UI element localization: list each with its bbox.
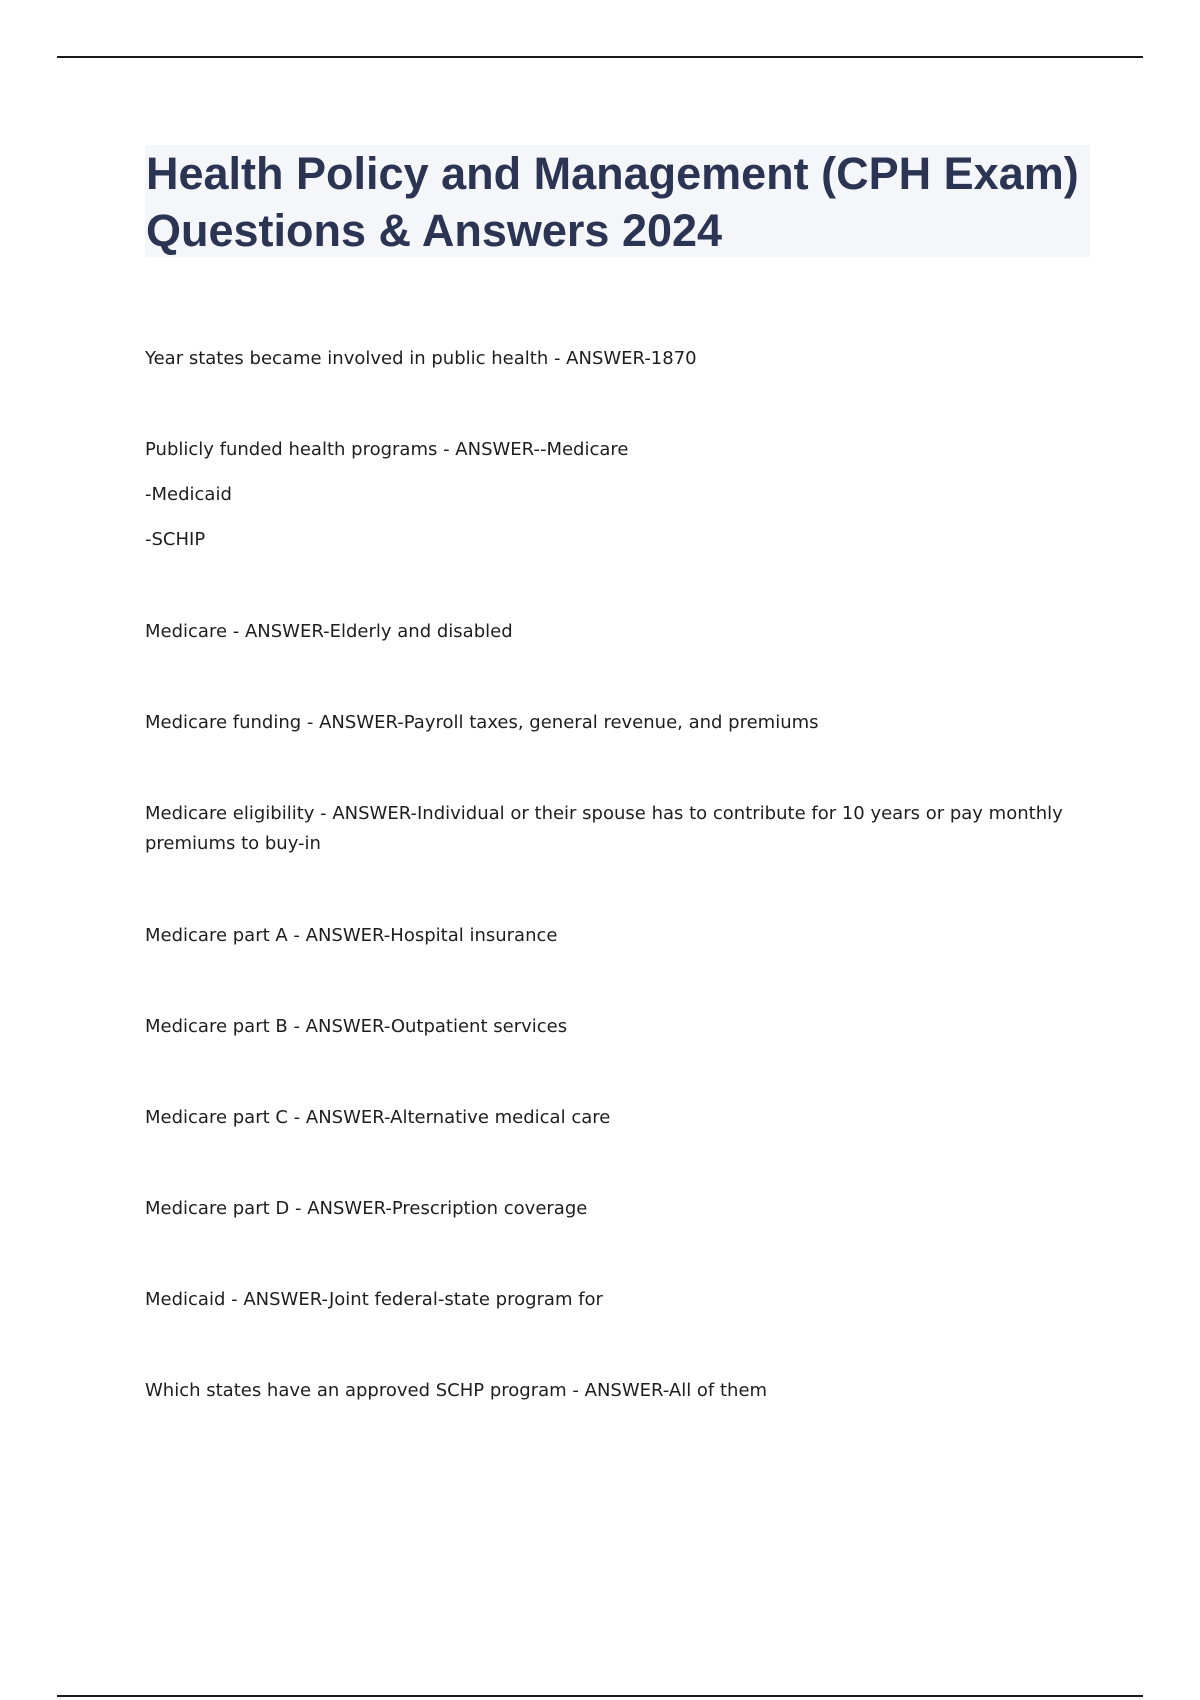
qa-item [145,921,1090,951]
qa-item [145,1103,1090,1133]
qa-item [145,1194,1090,1224]
qa-line: Medicare - ANSWER-Elderly and disabled [145,621,513,642]
qa-item [145,435,1090,555]
qa-line: Medicare part A - ANSWER-Hospital insurance [145,925,558,946]
qa-item [145,1285,1090,1315]
qa-item [145,799,1090,859]
qa-item [145,617,1090,647]
qa-line: Medicare part D - ANSWER-Prescription coverage [145,1198,588,1219]
qa-line: Medicare funding - ANSWER-Payroll taxes, general revenue, and premiums [145,712,819,733]
qa-line: Medicare eligibility - ANSWER-Individual or their spouse has to contribute for 10 years or pay monthly premiums to buy-in [145,803,1063,854]
qa-line: Which states have an approved SCHP program - ANSWER-All of them [145,1380,768,1401]
bottom-rule [57,1695,1143,1697]
qa-line: -SCHIP [145,529,206,550]
qa-item [145,1012,1090,1042]
top-rule [57,56,1143,58]
qa-line: -Medicaid [145,484,232,505]
qa-item [145,1376,1090,1406]
qa-line: Year states became involved in public health - ANSWER-1870 [145,348,697,369]
qa-line: Medicare part C - ANSWER-Alternative medical care [145,1107,611,1128]
qa-item [145,344,1090,374]
qa-line: Publicly funded health programs - ANSWER--Medicare [145,439,629,460]
title-banner [145,145,1090,257]
document-title: Health Policy and Management (CPH Exam) Questions & Answers 2024 [146,148,1079,256]
qa-line: Medicare part B - ANSWER-Outpatient services [145,1016,568,1037]
qa-item [145,708,1090,738]
qa-line: Medicaid - ANSWER-Joint federal-state program for [145,1289,603,1310]
